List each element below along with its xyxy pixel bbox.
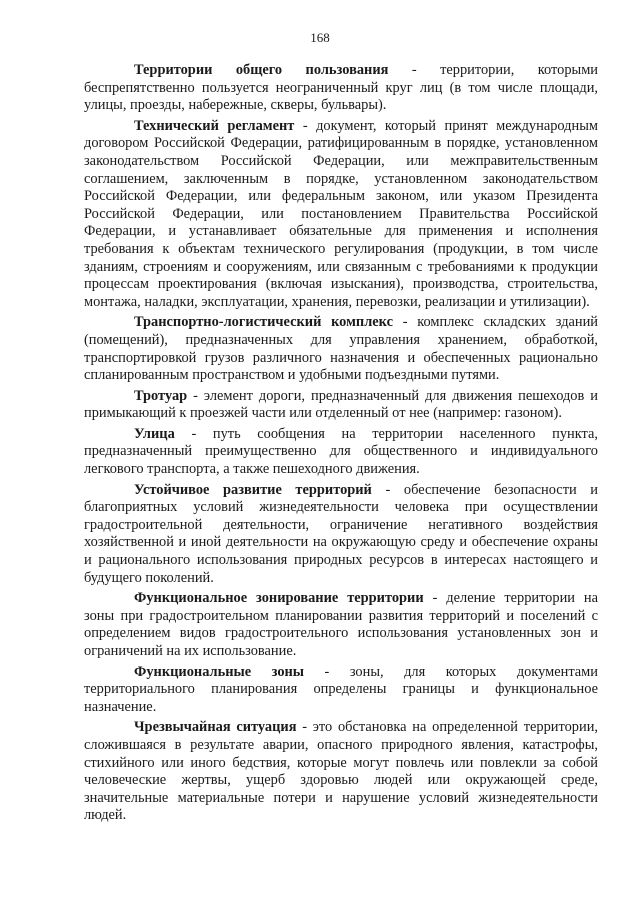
- glossary-term: Тротуар: [134, 387, 188, 404]
- glossary-term: Чрезвычайная ситуация: [134, 719, 297, 736]
- glossary-term: Улица: [134, 425, 175, 442]
- glossary-entry: [84, 482, 598, 588]
- glossary-entry: [84, 314, 598, 384]
- glossary-term: Территории общего пользования: [134, 62, 389, 78]
- glossary-term: Функциональное зонирование территории: [134, 590, 424, 607]
- glossary-entry: [84, 590, 598, 660]
- glossary-entry: [84, 388, 598, 423]
- page-number: 168: [310, 30, 330, 45]
- glossary-content: [84, 62, 598, 828]
- glossary-entry: [84, 62, 598, 115]
- glossary-definition: - комплекс складских зданий (помещений), предназначенных для управления хранением, обработкой, транспортировкой грузов различного назначения и обеспеченных рационально спланированным пространством и удобными подъездными путями.: [84, 314, 599, 384]
- glossary-entry: [84, 664, 598, 717]
- glossary-term: Функциональные зоны: [134, 663, 305, 680]
- glossary-entry: [84, 719, 598, 825]
- glossary-definition: - это обстановка на определенной территории, сложившаяся в результате аварии, опасного природного явления, катастрофы, стихийного или иного бедствия, которые могут повлечь или повлекли за собой человеческие жертвы, ущерб здоровью людей или окружающей среде, значительные материальные потери и нарушение условий жизнедеятельности людей.: [84, 719, 598, 824]
- glossary-definition: - документ, который принят международным договором Российской Федерации, ратифицированным в порядке, установленном законодательством Российской Федерации, или межправительственным соглашением, заключенным в порядке, установленном законодательством Российской Федерации, или федеральным законом, или указом Президента Российской Федерации, или постановлением Правительства Российской Федерации, и устанавливает обязательные для применения и исполнения требования к объектам технического регулирования (продукции, в том числе зданиям, строениям и сооружениям, или связанным с требованиями к продукции процессам проектирования (включая изыскания), производства, строительства, монтажа, наладки, эксплуатации, хранения, перевозки, реализации и утилизации).: [84, 117, 598, 310]
- glossary-entry: [84, 118, 598, 312]
- glossary-entry: [84, 426, 598, 479]
- glossary-definition: - путь сообщения на территории населенного пункта, предназначенный преимущественно для общественного и индивидуального легкового транспорта, а также пешеходного движения.: [84, 425, 598, 478]
- glossary-definition: - зоны, для которых документами территориального планирования определены границы и функциональное назначение.: [84, 663, 598, 715]
- glossary-definition: - обеспечение безопасности и благоприятных условий жизнедеятельности человека при осуществлении градостроительной деятельности, ограничение негативного воздействия хозяйственной и иной деятельности на окружающую среду и обеспечение охраны и рационального использования природных ресурсов в интересах настоящего и будущего поколений.: [84, 481, 598, 586]
- glossary-term: Устойчивое развитие территорий: [134, 481, 372, 498]
- glossary-term: Технический регламент: [134, 117, 295, 134]
- glossary-term: Транспортно-логистический комплекс: [134, 314, 393, 331]
- glossary-definition: - деление территории на зоны при градостроительном планировании развития территорий и поселений с определением видов градостроительного использования установленных зон и ограничений на их использование.: [84, 590, 599, 659]
- glossary-definition: - элемент дороги, предназначенный для движения пешеходов и примыкающий к проезжей части или отделенный от нее (например: газоном).: [84, 387, 598, 422]
- glossary-definition: - территории, которыми беспрепятственно пользуется неограниченный круг лиц (в том числе площади, улицы, проезды, набережные, скверы, бульвары).: [84, 62, 598, 114]
